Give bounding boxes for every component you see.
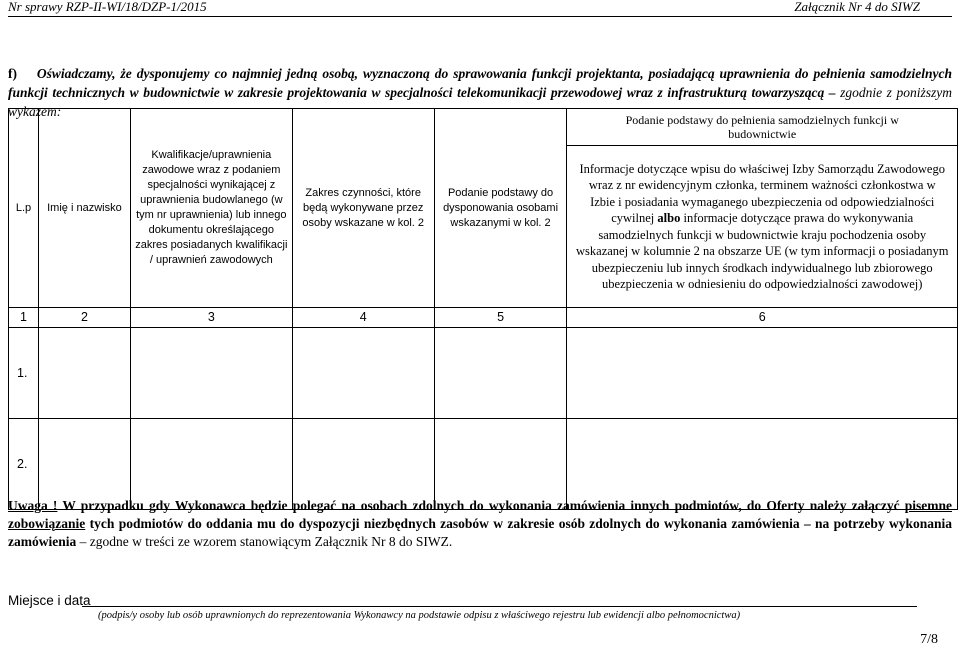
signature-line[interactable] (82, 606, 917, 607)
col-header-chamber-info (567, 146, 958, 308)
row-number: 1. (9, 328, 39, 419)
attachment-label: Załącznik Nr 4 do SIWZ (794, 0, 920, 14)
paragraph-label: f) (8, 66, 17, 81)
col-header-basis: Podanie podstawy do dysponowania osobami wskazanymi w kol. 2 (434, 109, 567, 308)
col-header-group: Podanie podstawy do pełnienia samodzielnych funkcji w budownictwie (567, 109, 958, 146)
note-text-1: W przypadku gdy Wykonawca będzie polegać na osobach zdolnych do wykonania zamówienia innych podmiotów, do Oferty należy załączyć (62, 498, 900, 513)
col-number: 5 (434, 308, 567, 328)
table-cell[interactable] (434, 328, 567, 419)
col-number: 1 (9, 308, 39, 328)
col-header-lp: L.p (9, 109, 39, 308)
note-underlined-2: zobowiązanie (8, 516, 86, 531)
declaration-dash: – (824, 85, 841, 100)
col-number: 2 (38, 308, 130, 328)
staff-table (8, 108, 958, 510)
table-cell[interactable] (38, 328, 130, 419)
document-reference: Nr sprawy RZP-II-WI/18/DZP-1/2015 (8, 0, 207, 14)
note-text-2: tych podmiotów do oddania mu do dyspozycji niezbędnych zasobów w zakresie osób zdolnych do wykonania zamówienia – na potrzeby wykonania zamówienia (8, 516, 953, 549)
note-label: Uwaga ! (8, 498, 58, 513)
table-row (9, 419, 958, 510)
header-divider (8, 16, 952, 17)
note-paragraph (8, 497, 952, 551)
table-row (9, 328, 958, 419)
table-cell[interactable] (130, 328, 292, 419)
col-number: 6 (567, 308, 958, 328)
note-text-3: – zgodne w treści ze wzorem stanowiącym Załącznik Nr 8 do SIWZ. (79, 534, 453, 549)
table-cell[interactable] (130, 419, 292, 510)
place-date-label: Miejsce i data (8, 593, 91, 608)
col-header-scope: Zakres czynności, które będą wykonywane przez osoby wskazane w kol. 2 (292, 109, 434, 308)
col-header-name: Imię i nazwisko (38, 109, 130, 308)
col-number: 3 (130, 308, 292, 328)
declaration-text: Oświadczamy, że dysponujemy co najmniej jedną osobą, wyznaczoną do sprawowania funkcji projektanta, posiadającą uprawnienia do pełnienia samodzielnych funkcji technicznych w budownictwie w zakresie projektowania w specjalności telekomunikacji przewodowej wraz z infrastrukturą towarzyszącą (8, 66, 953, 100)
chamber-info-text: Informacje dotyczące wpisu do właściwej Izby Samorządu Zawodowego wraz z nr ewidencyjnym członka, terminem ważności członkostwa w Izbie i posiadania wymaganego ubezpieczenia od odpowiedzialności cywilnej (579, 161, 945, 225)
col-header-qualifications: Kwalifikacje/uprawnienia zawodowe wraz z podaniem specjalności wynikającej z uprawnienia budowlanego (w tym nr uprawnienia) lub innego dokumentu określającego zakres posiadanych kwalifikacji / uprawnień zawodowych (130, 109, 292, 308)
table-cell[interactable] (434, 419, 567, 510)
declaration-tail: zgodnie z poniższym wykazem: (8, 85, 952, 119)
table-cell[interactable] (292, 419, 434, 510)
table-cell[interactable] (567, 328, 958, 419)
chamber-info-tail: informacje dotyczące prawa do wykonywania samodzielnych funkcji w budownictwie kraju pochodzenia osoby wskazanej w kolumnie 2 na obszarze UE (w tym informacji o posiadanym ubezpieczeniu lub innych środkach indywidualnego lub zbiorowego ubezpieczenia w odniesieniu do odpowiedzialności zawodowej) (576, 211, 949, 291)
chamber-info-or: albo (657, 211, 681, 225)
note-underlined-1: pisemne (904, 498, 953, 513)
row-number: 2. (9, 419, 39, 510)
signature-caption: (podpis/y osoby lub osób uprawnionych do reprezentowania Wykonawcy na podstawie odpisu z właściwego rejestru lub ewidencji albo pełnomocnictwa) (98, 610, 741, 621)
table-cell[interactable] (292, 328, 434, 419)
col-number: 4 (292, 308, 434, 328)
table-cell[interactable] (567, 419, 958, 510)
table-cell[interactable] (38, 419, 130, 510)
page-number: 7/8 (920, 632, 938, 647)
